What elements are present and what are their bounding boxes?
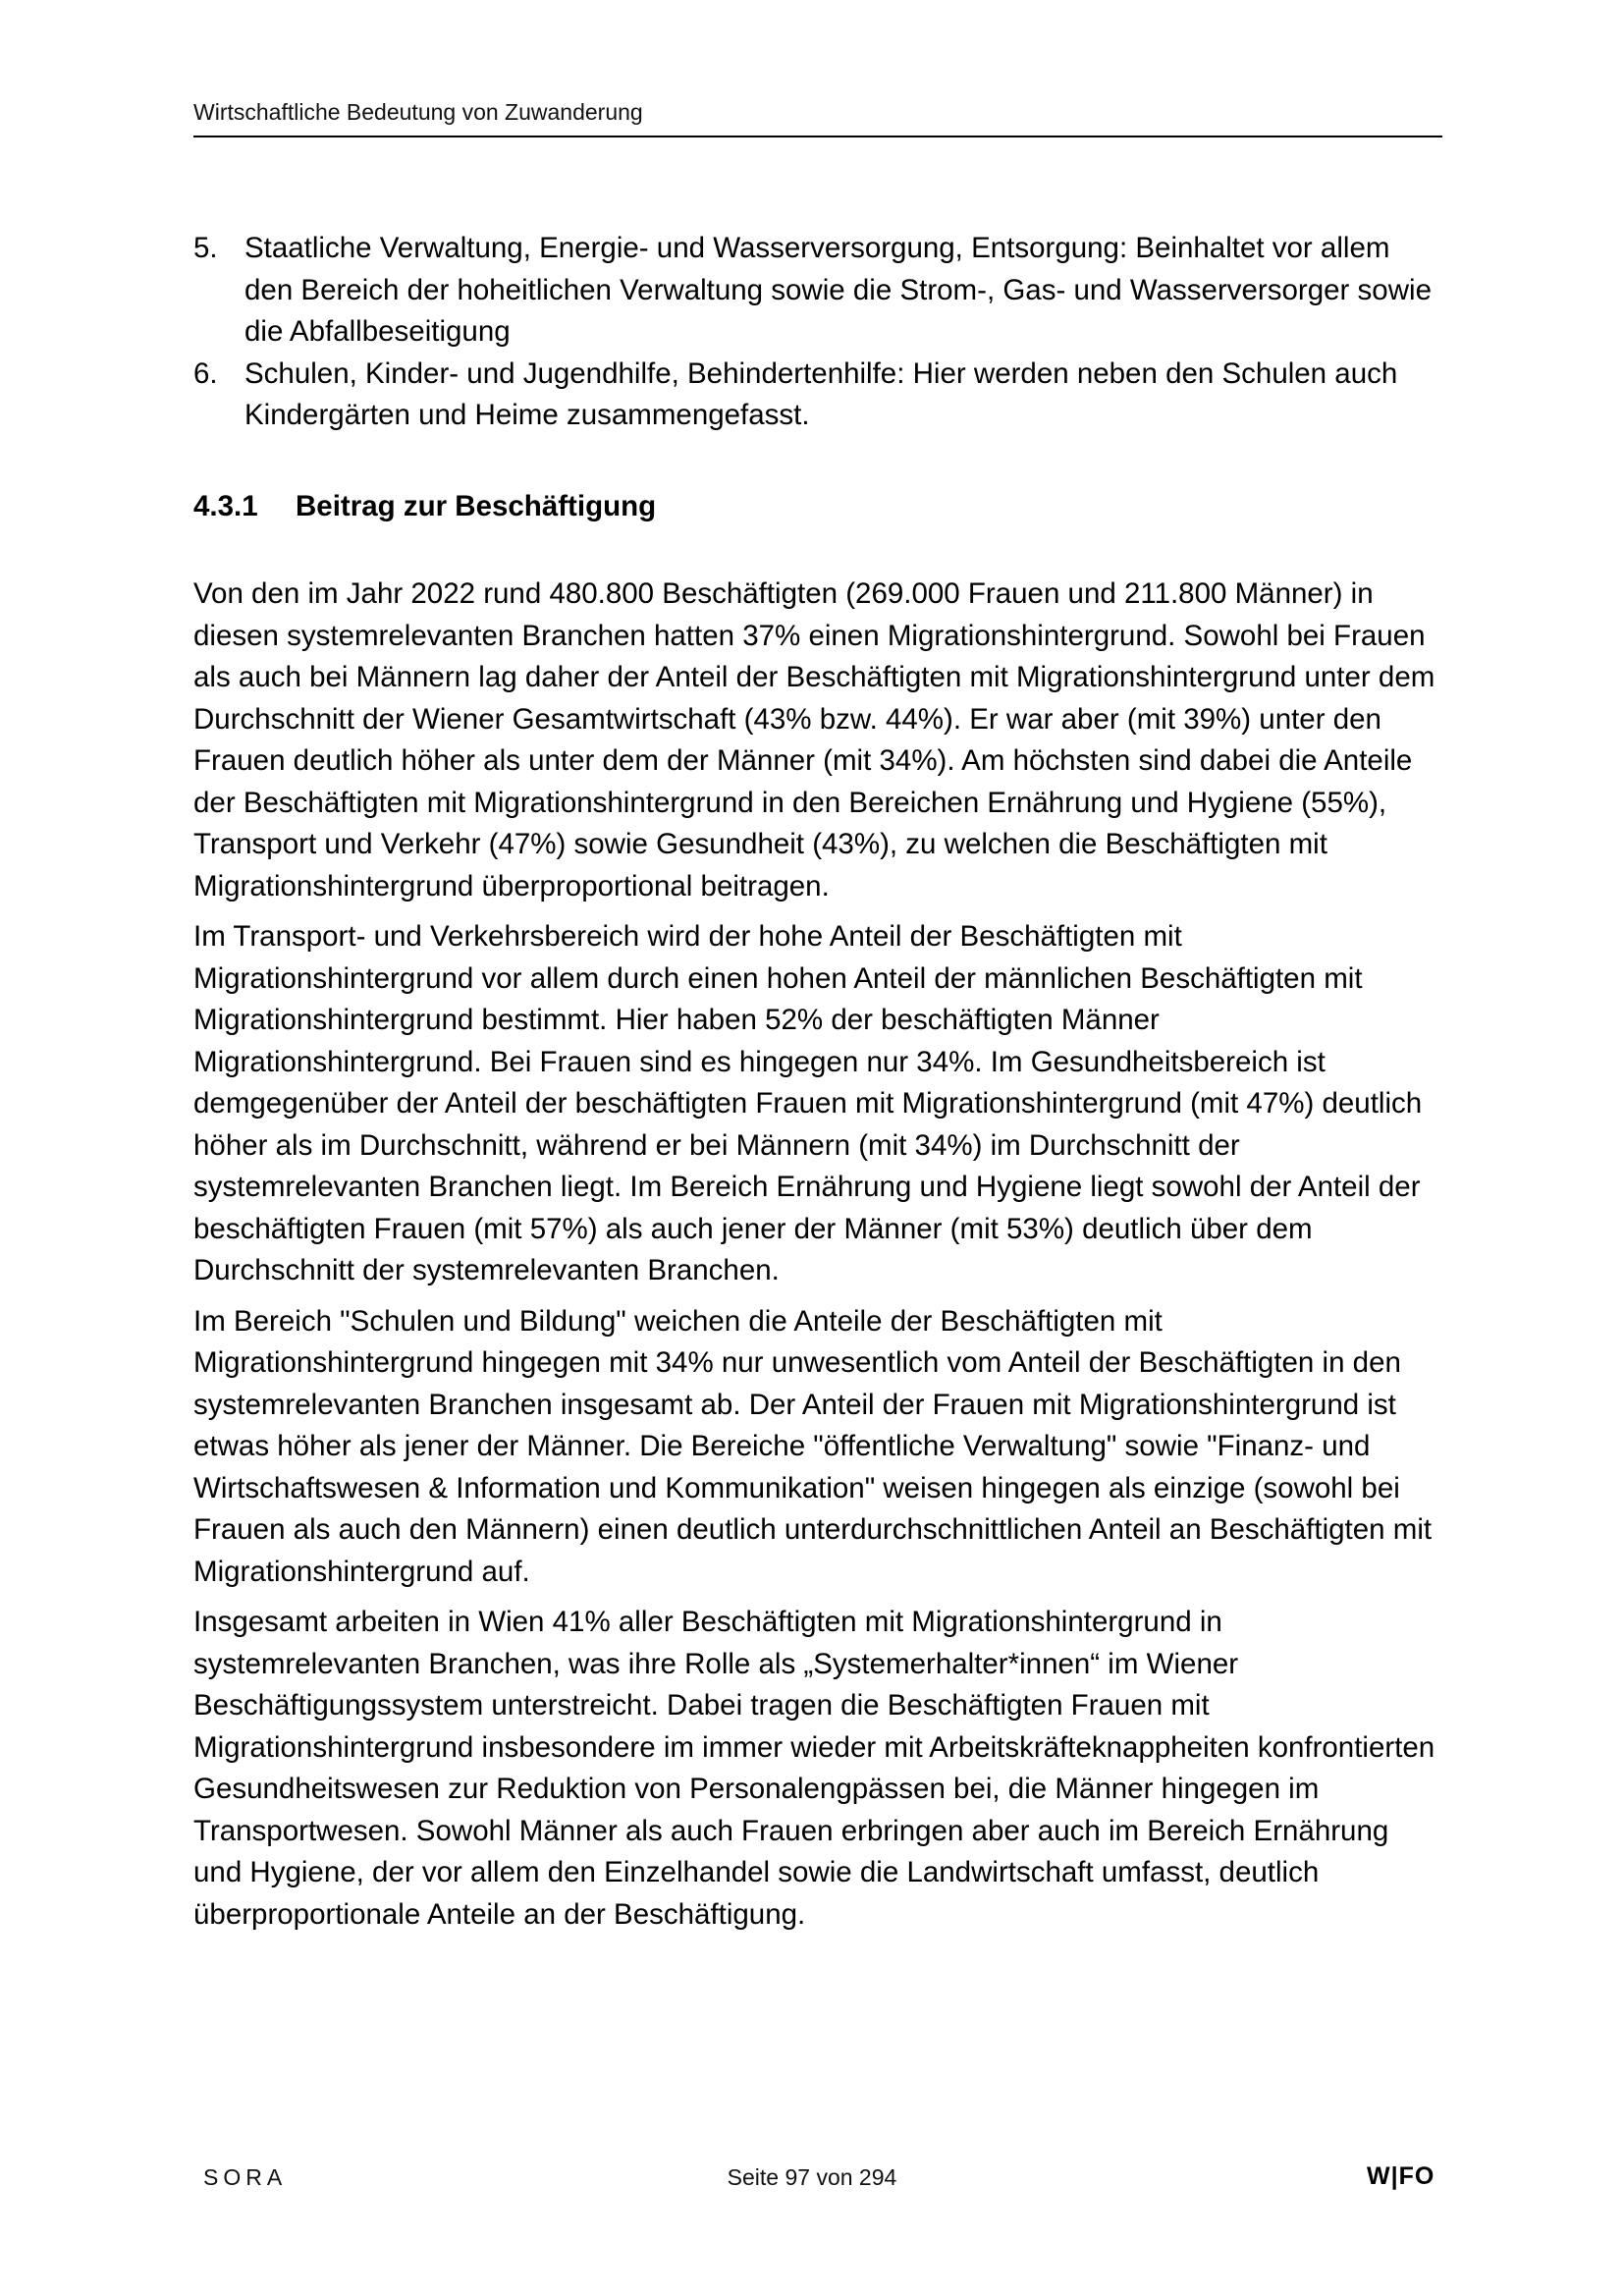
list-item-text: Staatliche Verwaltung, Energie- und Wasserversorgung, Entsorgung: Beinhaltet vor allem den Bereich der hoheitlichen Verwaltung sowie die Strom-, Gas- und Wasserversorger sowie die Abfallbeseitigung [244, 232, 1432, 348]
list-item-number: 6. [193, 356, 218, 390]
body-paragraph: Im Transport- und Verkehrsbereich wird der hohe Anteil der Beschäftigten mit Migrationshintergrund vor allem durch einen hohen Anteil der männlichen Beschäftigten mit Migrationshintergrund bestimmt. Hier haben 52% der beschäftigten Männer Migrationshintergrund. Bei Frauen sind es hingegen nur 34%. Im Gesundheitsbereich ist demgegenüber der Anteil der beschäftigten Frauen mit Migrationshintergrund (mit 47%) deutlich höher als im Durchschnitt, während er bei Männern (mit 34%) im Durchschnitt der systemrelevanten Branchen liegt. Im Bereich Ernährung und Hygiene liegt sowohl der Anteil der beschäftigten Frauen (mit 57%) als auch jener der Männer (mit 53%) deutlich über dem Durchschnitt der systemrelevanten Branchen. [193, 920, 1423, 1286]
body-paragraph: Im Bereich "Schulen und Bildung" weichen die Anteile der Beschäftigten mit Migrationshintergrund hingegen mit 34% nur unwesentlich vom Anteil der Beschäftigten in den systemrelevanten Branchen insgesamt ab. Der Anteil der Frauen mit Migrationshintergrund ist etwas höher als jener der Männer. Die Bereiche "öffentliche Verwaltung" sowie "Finanz- und Wirtschaftswesen & Information und Kommunikation" weisen hingegen als einzige (sowohl bei Frauen als auch den Männern) einen deutlich unterdurchschnittlichen Anteil an Beschäftigten mit Migrationshintergrund auf. [193, 1304, 1433, 1588]
body-paragraph: Von den im Jahr 2022 rund 480.800 Beschäftigten (269.000 Frauen und 211.800 Männer) in diesen systemrelevanten Branchen hatten 37% einen Migrationshintergrund. Sowohl bei Frauen als auch bei Männern lag daher der Anteil der Beschäftigten mit Migrationshintergrund unter dem Durchschnitt der Wiener Gesamtwirtschaft (43% bzw. 44%). Er war aber (mit 39%) unter den Frauen deutlich höher als unter dem der Männer (mit 34%). Am höchsten sind dabei die Anteile der Beschäftigten mit Migrationshintergrund in den Bereichen Ernährung und Hygiene (55%), Transport und Verkehr (47%) sowie Gesundheit (43%), zu welchen die Beschäftigten mit Migrationshintergrund überproportional beitragen. [193, 577, 1435, 902]
footer-sora-logo: SORA [203, 2164, 288, 2190]
page-content [193, 228, 1442, 1944]
section-title: Beitrag zur Beschäftigung [296, 489, 657, 522]
list-item-number: 5. [193, 232, 218, 264]
section-number: 4.3.1 [193, 489, 258, 522]
running-header: Wirtschaftliche Bedeutung von Zuwanderung [193, 99, 643, 125]
list-item-text: Schulen, Kinder- und Jugendhilfe, Behindertenhilfe: Hier werden neben den Schulen auch Kindergärten und Heime zusammengefasst. [244, 356, 1398, 431]
list-item [193, 228, 1442, 354]
numbered-list [193, 228, 1442, 437]
footer-wifo-logo: W|FO [1367, 2162, 1435, 2190]
list-item [193, 354, 1442, 437]
header-divider [193, 136, 1442, 137]
section-heading [193, 486, 1442, 528]
page-number: Seite 97 von 294 [727, 2164, 897, 2190]
body-paragraph: Insgesamt arbeiten in Wien 41% aller Beschäftigten mit Migrationshintergrund in systemrelevanten Branchen, was ihre Rolle als „Systemerhalter*innen“ im Wiener Beschäftigungssystem unterstreicht. Dabei tragen die Beschäftigten Frauen mit Migrationshintergrund insbesondere im immer wieder mit Arbeitskräfteknappheiten konfrontierten Gesundheitswesen zur Reduktion von Personalengpässen bei, die Männer hingegen im Transportwesen. Sowohl Männer als auch Frauen erbringen aber auch im Bereich Ernährung und Hygiene, der vor allem den Einzelhandel sowie die Landwirtschaft umfasst, deutlich überproportionale Anteile an der Beschäftigung. [193, 1606, 1435, 1931]
